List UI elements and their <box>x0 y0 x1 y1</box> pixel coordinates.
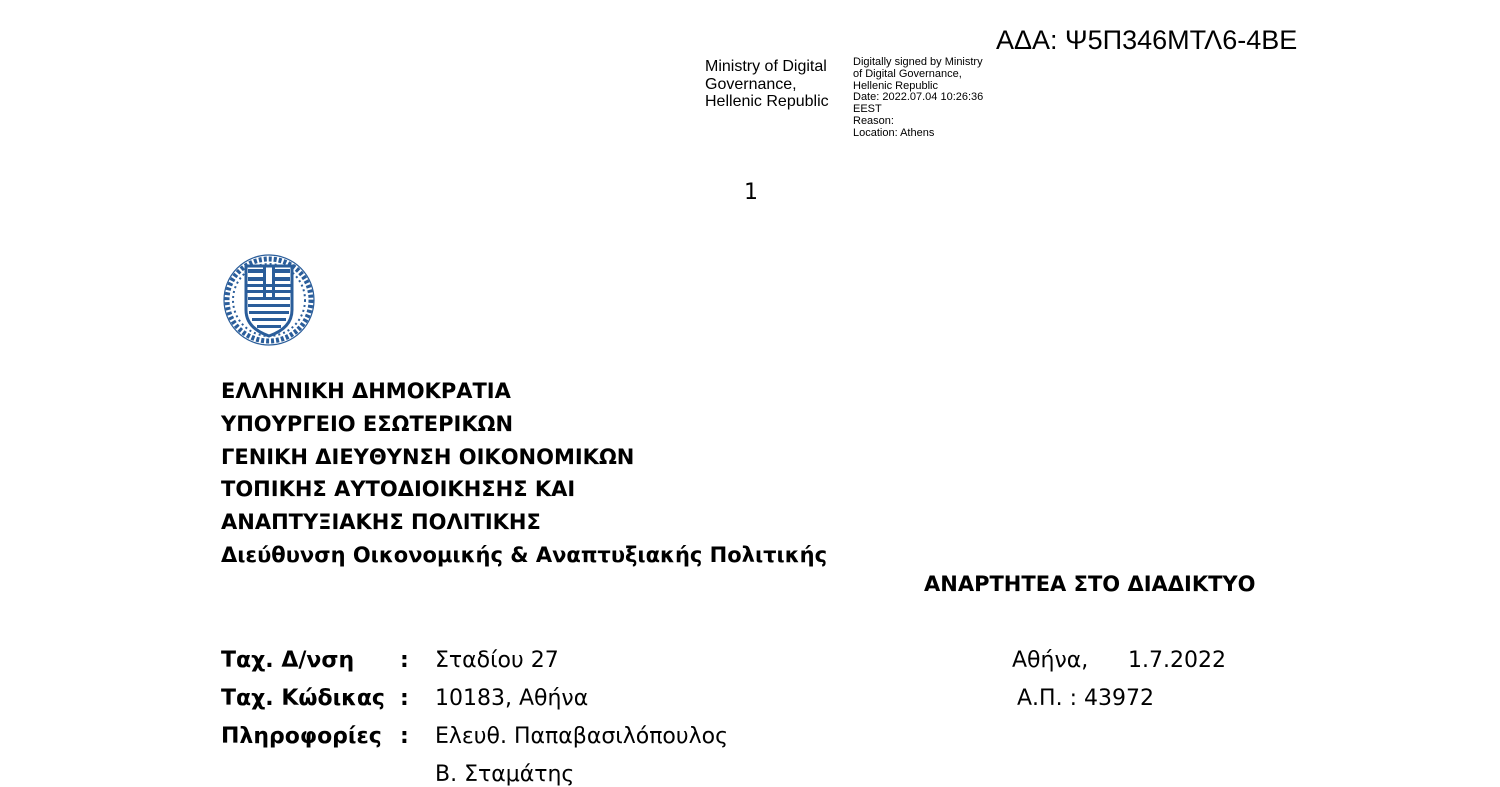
issuer-header <box>221 375 827 572</box>
header-line: Διεύθυνση Οικονομικής & Αναπτυξιακής Πολιτικής <box>221 542 828 567</box>
posting-note: ΑΝΑΡΤΗΤΕΑ ΣΤΟ ΔΙΑΔΙΚΤΥΟ <box>924 572 1256 596</box>
header-line: ΤΟΠΙΚΗΣ ΑΥΤΟΔΙΟΙΚΗΣΗΣ ΚΑΙ <box>221 477 576 502</box>
info-colon: : <box>400 648 409 673</box>
signature-detail-line: of Digital Governance, <box>853 67 962 80</box>
signer-line: Hellenic Republic <box>705 93 829 110</box>
coat-of-arms-icon <box>222 252 316 347</box>
signature-detail-line: EEST <box>853 103 882 116</box>
signature-details <box>853 57 983 140</box>
info-label: Ταχ. Κώδικας <box>221 686 385 711</box>
signature-detail-line: Hellenic Republic <box>853 79 938 92</box>
document-date: 1.7.2022 <box>1128 648 1226 673</box>
protocol-number: Α.Π. : 43972 <box>1017 686 1154 711</box>
signature-detail-line: Location: Athens <box>853 126 935 139</box>
info-value: 10183, Αθήνα <box>435 686 589 711</box>
signer-line: Governance, <box>705 75 797 93</box>
info-label: Πληροφορίες <box>221 724 382 749</box>
header-line: ΥΠΟΥΡΓΕΙΟ ΕΣΩΤΕΡΙΚΩΝ <box>221 411 514 436</box>
signature-detail-line: Date: 2022.07.04 10:26:36 <box>853 91 984 104</box>
header-line: ΑΝΑΠΤΥΞΙΑΚΗΣ ΠΟΛΙΤΙΚΗΣ <box>221 510 541 535</box>
info-value: Σταδίου 27 <box>435 648 559 673</box>
signature-detail-line: Reason: <box>853 114 894 127</box>
ada-code: ΑΔΑ: Ψ5Π346ΜΤΛ6-4ΒΕ <box>996 25 1298 55</box>
info-value: Ελευθ. Παπαβασιλόπουλος <box>435 724 729 749</box>
header-line: ΕΛΛΗΝΙΚΗ ΔΗΜΟΚΡΑΤΙΑ <box>221 379 511 403</box>
signature-signer <box>705 58 829 111</box>
signer-line: Ministry of Digital <box>705 58 827 75</box>
place: Αθήνα, <box>1012 648 1089 673</box>
signature-detail-line: Digitally signed by Ministry <box>853 56 983 68</box>
info-colon: : <box>400 686 409 711</box>
info-value: Β. Σταμάτης <box>435 762 575 787</box>
info-colon: : <box>400 724 409 749</box>
header-line: ΓΕΝΙΚΗ ΔΙΕΥΘΥΝΣΗ ΟΙΚΟΝΟΜΙΚΩΝ <box>221 444 635 469</box>
page-number: 1 <box>744 180 758 205</box>
info-label: Ταχ. Δ/νση <box>221 648 355 673</box>
